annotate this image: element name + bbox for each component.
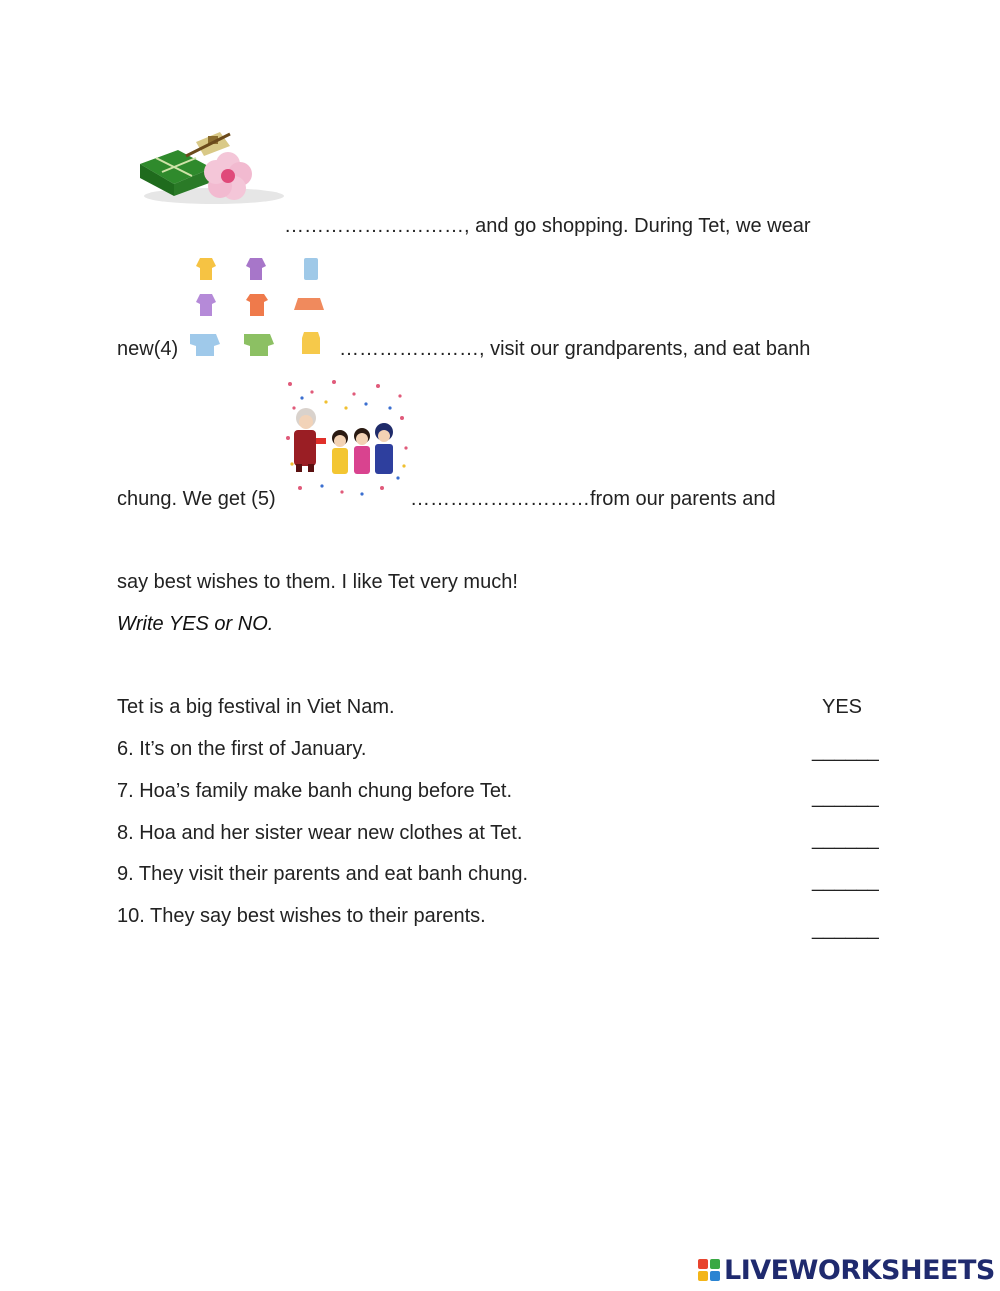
passage-line-3: ………………………from our parents and — [410, 488, 776, 510]
liveworksheets-mark-icon — [698, 1259, 720, 1281]
passage-line-2: …………………, visit our grandparents, and eat banh — [339, 338, 811, 360]
question-9: 9. They visit their parents and eat banh chung. — [117, 863, 529, 885]
answer-blank-9[interactable]: ______ — [812, 870, 879, 892]
banh-chung-and-flower-icon — [134, 126, 286, 208]
passage-line-1: ………………………, and go shopping. During Tet, we wear — [284, 215, 811, 237]
answer-blank-8[interactable]: ______ — [812, 828, 879, 850]
mark-square-green — [710, 1259, 720, 1269]
passage-line-3-prefix: chung. We get (5) — [117, 488, 276, 510]
instruction: Write YES or NO. — [117, 613, 274, 635]
question-8: 8. Hoa and her sister wear new clothes at Tet. — [117, 822, 523, 844]
example-answer: YES — [822, 696, 863, 718]
passage-line-2-prefix: new(4) — [117, 338, 179, 360]
question-6: 6. It’s on the first of January. — [117, 738, 367, 760]
mark-square-yellow — [698, 1271, 708, 1281]
answer-blank-6[interactable]: ______ — [812, 740, 879, 762]
passage-line-4: say best wishes to them. I like Tet very much! — [117, 571, 518, 593]
answer-blank-7[interactable]: ______ — [812, 786, 879, 808]
question-7: 7. Hoa’s family make banh chung before Tet. — [117, 780, 513, 802]
liveworksheets-logo[interactable] — [698, 1253, 995, 1287]
liveworksheets-wordmark: LIVEWORKSHEETS — [724, 1254, 995, 1286]
lucky-money-family-icon — [282, 378, 410, 498]
answer-blank-10[interactable]: ______ — [812, 918, 879, 940]
mark-square-blue — [710, 1271, 720, 1281]
question-10: 10. They say best wishes to their parents. — [117, 905, 486, 927]
example-statement: Tet is a big festival in Viet Nam. — [117, 696, 395, 718]
clothes-grid-icon — [186, 254, 338, 358]
mark-square-red — [698, 1259, 708, 1269]
